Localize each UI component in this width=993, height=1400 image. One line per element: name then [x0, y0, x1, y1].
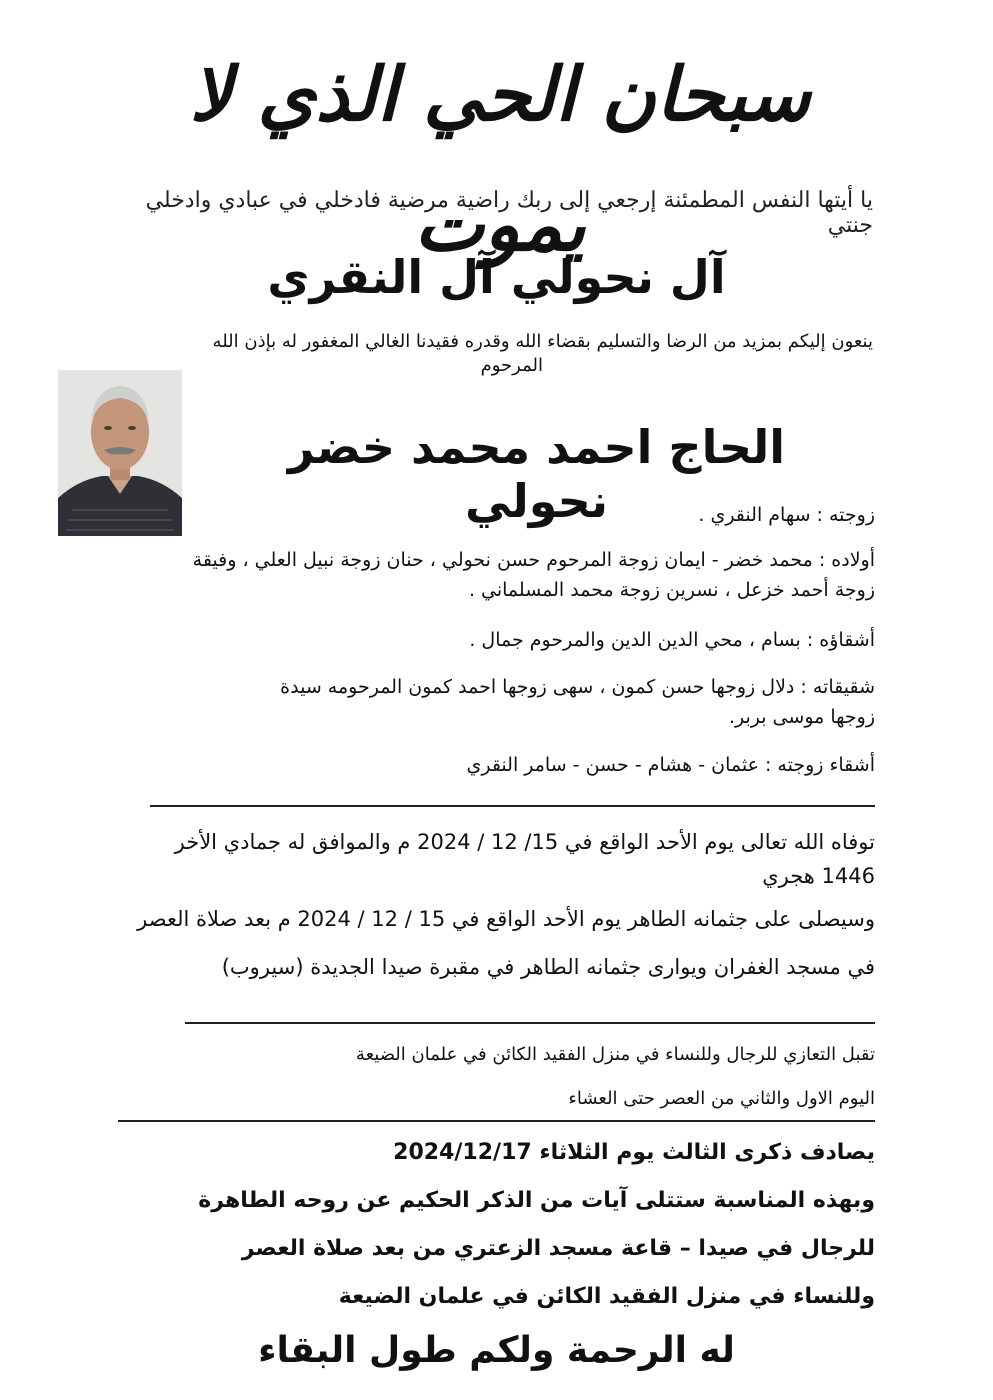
deceased-name: الحاج احمد محمد خضر نحولي: [287, 420, 786, 528]
sisters-line-1: شقيقاته : دلال زوجها حسن كمون ، سهى زوجها احمد كمون المرحومه سيدة: [280, 676, 875, 698]
third-day-remembrance: [118, 1138, 875, 1312]
third-day-line-4: وللنساء في منزل الفقيد الكائن في علمان الضيعة: [338, 1284, 875, 1309]
third-day-line-3: للرجال في صيدا – قاعة مسجد الزعتري من بعد صلاة العصر: [241, 1236, 875, 1261]
sisters: [118, 672, 875, 732]
closing-prayer: له الرحمة ولكم طول البقاء: [258, 1330, 735, 1371]
brothers-line: أشقاؤه : بسام ، محي الدين الدين والمرحوم جمال .: [469, 629, 875, 651]
intro-line-1: ينعون إليكم بمزيد من الرضا والتسليم بقضاء الله وقدره فقيدنا الغالي المغفور له بإذن الله: [212, 331, 873, 352]
funeral-details: [118, 902, 875, 984]
third-day-line-2: وبهذه المناسبة ستتلى آيات من الذكر الحكيم عن روحه الطاهرة: [198, 1188, 875, 1213]
condolences: [118, 1040, 875, 1114]
wife-brothers-line: أشقاء زوجته : عثمان - هشام - حسن - سامر النقري: [466, 754, 875, 776]
death-details: [118, 825, 875, 893]
quran-verse: يا أيتها النفس المطمئنة إرجعي إلى ربك راضية مرضية فادخلي في عبادي وادخلي جنتي: [145, 188, 873, 238]
death-line-2: 1446 هجري: [762, 864, 875, 888]
family-name: آل نحولي آل النقري: [267, 250, 726, 304]
death-line-1: توفاه الله تعالى يوم الأحد الواقع في 15/ 12 / 2024 م والموافق له جمادي الأخر: [174, 830, 875, 854]
intro-line-2: المرحوم: [480, 355, 543, 376]
third-day-line-1: يصادف ذكرى الثالث يوم الثلاثاء 2024/12/17: [393, 1140, 875, 1165]
condolences-line-2: اليوم الاول والثاني من العصر حتى العشاء: [568, 1088, 875, 1109]
wife-line: زوجته : سهام النقري .: [698, 504, 875, 526]
calligraphy-header: سبحان الحي الذي لا يموت: [189, 52, 811, 268]
sisters-line-2: زوجها موسى بربر.: [728, 706, 875, 728]
funeral-line-1: وسيصلى على جثمانه الطاهر يوم الأحد الواقع في 15 / 12 / 2024 م بعد صلاة العصر: [137, 907, 875, 931]
children: [118, 545, 875, 605]
children-line-2: زوجة أحمد خزعل ، نسرين زوجة محمد المسلماني .: [468, 579, 875, 601]
divider-2: [185, 1022, 875, 1024]
announcement-intro: [130, 330, 873, 378]
condolences-line-1: تقبل التعازي للرجال وللنساء في منزل الفقيد الكائن في علمان الضيعة: [355, 1044, 875, 1065]
divider-3: [118, 1120, 875, 1122]
funeral-line-2: في مسجد الغفران ويوارى جثمانه الطاهر في مقبرة صيدا الجديدة (سيروب): [221, 955, 875, 979]
children-line-1: أولاده : محمد خضر - ايمان زوجة المرحوم حسن نحولي ، حنان زوجة نبيل العلي ، وفيقة: [192, 549, 875, 571]
divider-1: [150, 805, 875, 807]
